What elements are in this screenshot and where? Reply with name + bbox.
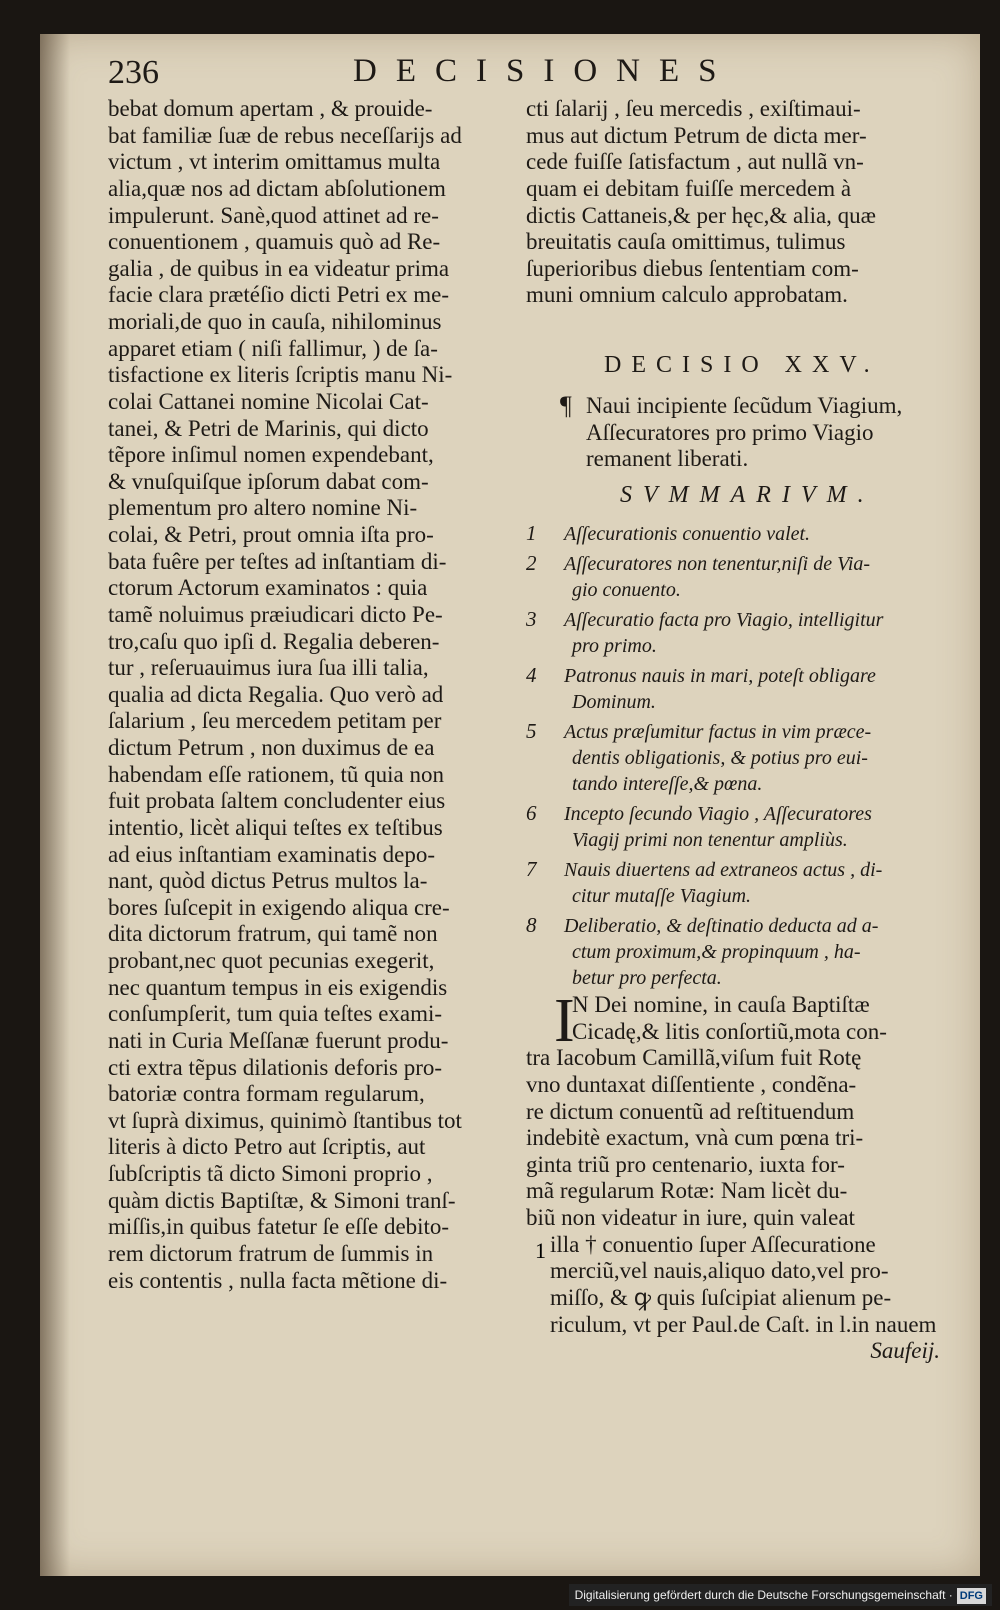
- text-line: quam ei debitam fuiſſe mercedem à: [526, 175, 852, 201]
- page-number: 236: [108, 54, 159, 91]
- text-line: nati in Curia Meſſanæ fuerunt produ-: [108, 1027, 449, 1053]
- summarium-item-number: 2: [526, 551, 537, 575]
- summarium-item-text: Nauis diuertens ad extraneos actus , di-: [564, 859, 883, 881]
- text-line: nec quantum tempus in eis exigendis: [108, 974, 448, 1000]
- text-line: impulerunt. Sanè,quod attinet ad re-: [108, 202, 439, 228]
- text-line: Cicadę,& litis conſortiũ,mota con-: [572, 1018, 887, 1044]
- text-line: Aſſecuratores pro primo Viagio: [586, 419, 874, 445]
- text-line: mã regularum Rotæ: Nam licèt du-: [526, 1178, 848, 1204]
- summarium-item-text: pro primo.: [572, 635, 657, 657]
- text-line: facie clara prætéſio dicti Petri ex me-: [108, 282, 450, 308]
- text-line: eis contentis , nulla facta mẽtione di-: [108, 1267, 448, 1293]
- summarium-item-text: Patronus nauis in mari, poteſt obligare: [564, 665, 876, 687]
- text-line: qualia ad dicta Regalia. Quo verò ad: [108, 681, 444, 707]
- pilcrow-mark: ¶: [560, 391, 572, 420]
- text-line: Saufeij.: [870, 1338, 940, 1364]
- text-line: biũ non videatur in iure, quin valeat: [526, 1205, 855, 1230]
- text-line: miſſis,in quibus fatetur ſe eſſe debito-: [108, 1214, 450, 1240]
- text-line: conuentionem , quamuis quò ad Re-: [108, 229, 441, 255]
- summarium-item-text: Aſſecuratores non tenentur,niſi de Via-: [564, 553, 871, 575]
- text-line: ſuperioribus diebus ſententiam com-: [526, 255, 859, 281]
- text-line: habendam eſſe rationem, tũ quia non: [108, 761, 444, 787]
- summarium-item-number: 5: [526, 719, 537, 743]
- text-line: fuit probata ſaltem concludenter eius: [108, 788, 446, 814]
- text-line: Naui incipiente ſecũdum Viagium,: [586, 393, 903, 418]
- text-line: ſalarium , ſeu mercedem petitam per: [108, 708, 442, 734]
- text-line: cede fuiſſe ſatisfactum , aut nullã vn-: [526, 149, 864, 175]
- text-line: galia , de quibus in ea videatur prima: [108, 255, 450, 281]
- summarium-item-number: 6: [526, 801, 537, 825]
- text-line: moriali,de quo in cauſa, nihilominus: [108, 309, 442, 334]
- summarium-item-text: Viagij primi non tenentur ampliùs.: [572, 829, 848, 851]
- text-line: tamẽ noluimus præiudicari dicto Pe-: [108, 601, 443, 627]
- text-line: ſubſcriptis tã dicto Simoni proprio ,: [108, 1161, 433, 1186]
- footer-text: Digitalisierung gefördert durch die Deutsche Forschungsgemeinschaft ·: [574, 1588, 953, 1602]
- summarium-item-text: Deliberatio, & deſtinatio deducta ad a-: [564, 915, 879, 937]
- text-line: indebitè exactum, vnà cum pœna tri-: [526, 1125, 864, 1151]
- text-line: batoriæ contra formam regularum,: [108, 1081, 425, 1107]
- text-line: probant,nec quot pecunias exegerit,: [108, 948, 435, 973]
- text-line: tro,caſu quo ipſi d. Regalia deberen-: [108, 628, 440, 654]
- text-line: ginta triũ pro centenario, iuxta for-: [526, 1151, 845, 1177]
- drop-cap: I: [554, 987, 575, 1055]
- summarium-item-text: Dominum.: [572, 691, 656, 713]
- text-line: tisfactione ex literis ſcriptis manu Ni-: [108, 362, 453, 388]
- summarium-item-text: citur mutaſſe Viagium.: [572, 885, 752, 907]
- text-line: merciũ,vel nauis,aliquo dato,vel pro-: [550, 1258, 889, 1284]
- text-line: bata fuêre per teſtes ad inſtantiam di-: [108, 548, 447, 574]
- text-line: dictis Cattaneis,& per hęc,& alia, quæ: [526, 202, 877, 228]
- text-line: alia,quæ nos ad dictam abſolutionem: [108, 175, 446, 201]
- left-column: [108, 96, 524, 1294]
- text-line: tẽpore inſimul nomen expendebant,: [108, 442, 434, 468]
- text-line: vt ſuprà diximus, quinimò ſtantibus tot: [108, 1107, 462, 1133]
- right-column-continuation: [526, 96, 940, 309]
- text-line: miſſo, & ꝙ quis ſuſcipiat alienum pe-: [550, 1284, 892, 1310]
- summarium-item-text: ctum proximum,& propinquum , ha-: [572, 941, 861, 963]
- summarium-item-text: Incepto ſecundo Viagio , Aſſecuratores: [564, 803, 872, 825]
- dfg-logo: DFG: [957, 1588, 986, 1604]
- text-line: tur , reſeruauimus iura ſua illi talia,: [108, 655, 429, 681]
- text-line: breuitatis cauſa omittimus, tulimus: [526, 229, 846, 255]
- text-line: dictum Petrum , non duximus de ea: [108, 735, 435, 760]
- text-line: & vnuſquiſque ipſorum dabat com-: [108, 468, 429, 494]
- text-line: quàm dictis Baptiſtæ, & Simoni tranſ-: [108, 1187, 456, 1213]
- text-line: cti ſalarij , ſeu mercedis , exiſtimaui-: [526, 96, 861, 121]
- text-line: bat familiæ ſuæ de rebus neceſſarijs ad: [108, 122, 462, 148]
- text-line: riculum, vt per Paul.de Caſt. in l.in nauem: [550, 1311, 937, 1337]
- summarium-item-number: 7: [526, 857, 537, 881]
- text-line: nant, quòd dictus Petrus multos la-: [108, 868, 428, 894]
- text-line: tra Iacobum Camillã,viſum fuit Rotę: [526, 1045, 862, 1071]
- summarium-item-number: 8: [526, 913, 537, 937]
- text-line: ad eius inſtantiam examinatis depo-: [108, 841, 436, 867]
- summarium-item-number: 1: [526, 521, 537, 545]
- decisio-heading: DECISIO XXV.: [604, 352, 880, 378]
- dfg-footer: [569, 1584, 992, 1606]
- text-line: intentio, licèt aliqui teſtes ex teſtibus: [108, 814, 443, 840]
- summarium-title: SVMMARIVM.: [620, 482, 875, 508]
- text-line: colai, & Petri, prout omnia iſta pro-: [108, 522, 434, 547]
- text-line: illa † conuentio ſuper Aſſecuratione: [550, 1231, 876, 1257]
- text-line: ctorum Actorum examinatos : quia: [108, 575, 428, 601]
- summarium-item-text: dentis obligationis, & potius pro eui-: [572, 747, 868, 769]
- text-line: dita dictorum fratrum, qui tamẽ non: [108, 921, 438, 947]
- summarium-item-text: tando intereſſe,& pœna.: [572, 773, 763, 795]
- text-line: vno duntaxat diſſentiente , condẽna-: [526, 1071, 857, 1097]
- text-line: muni omnium calculo approbatam.: [526, 282, 848, 308]
- text-line: literis à dicto Petro aut ſcriptis, aut: [108, 1134, 426, 1160]
- text-line: rem dictorum fratrum de ſummis in: [108, 1240, 434, 1266]
- text-line: N Dei nomine, in cauſa Baptiſtæ: [572, 992, 870, 1017]
- text-line: mus aut dictum Petrum de dicta mer-: [526, 122, 867, 148]
- page-binding-shadow: [40, 34, 70, 1576]
- text-line: conſumpſerit, tum quia teſtes exami-: [108, 1001, 443, 1027]
- summarium-item-text: Aſſecuratio facta pro Viagio, intelligitur: [564, 609, 884, 631]
- summarium-item-number: 4: [526, 663, 537, 687]
- summarium-item-text: Aſſecurationis conuentio valet.: [564, 523, 811, 545]
- text-line: plementum pro altero nomine Ni-: [108, 495, 418, 521]
- text-line: bebat domum apertam , & prouide-: [108, 96, 433, 121]
- decision-summary: [586, 393, 946, 473]
- text-line: victum , vt interim omittamus multa: [108, 149, 441, 175]
- margin-note-number: 1: [535, 1238, 546, 1263]
- summarium-item-text: betur pro perfecta.: [572, 967, 722, 989]
- text-line: tanei, & Petri de Marinis, qui dicto: [108, 415, 429, 441]
- text-line: bores ſuſcepit in exigendo aliqua cre-: [108, 894, 450, 920]
- text-line: apparet etiam ( niſi fallimur, ) de ſa-: [108, 335, 438, 361]
- summarium-item-number: 3: [526, 607, 537, 631]
- decision-body: [526, 987, 940, 1365]
- text-line: colai Cattanei nomine Nicolai Cat-: [108, 388, 429, 414]
- running-title: DECISIONES: [353, 53, 736, 89]
- summarium-item-text: Actus præſumitur factus in vim præce-: [564, 721, 872, 743]
- summarium-item-text: gio conuento.: [572, 579, 681, 601]
- text-line: re dictum conuentũ ad reſtituendum: [526, 1098, 855, 1124]
- text-line: cti extra tẽpus dilationis deforis pro-: [108, 1054, 443, 1080]
- text-line: remanent liberati.: [586, 446, 749, 472]
